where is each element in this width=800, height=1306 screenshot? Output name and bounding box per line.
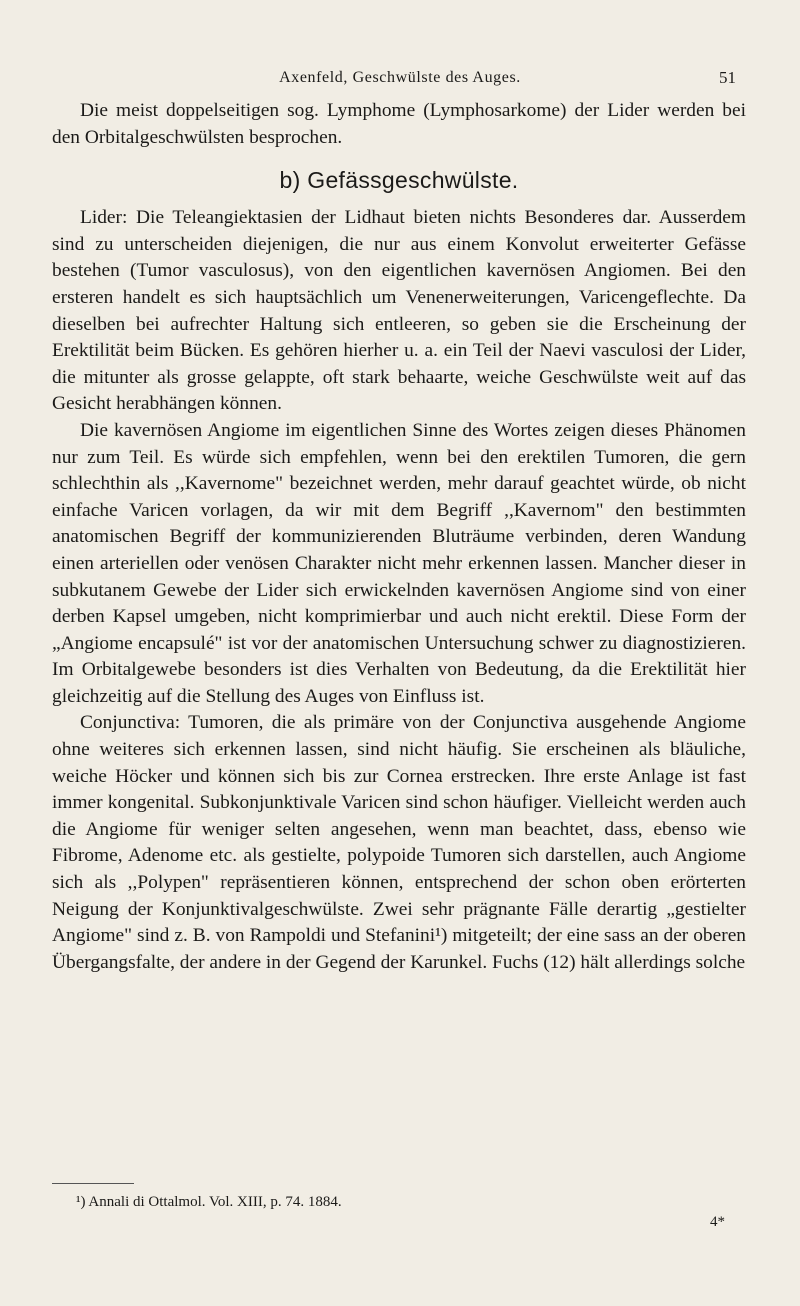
footnote: ¹) Annali di Ottalmol. Vol. XIII, p. 74. 1884. — [76, 1194, 342, 1210]
paragraph-lymphome: Die meist doppelseitigen sog. Lymphome (Lymphosarkome) der Lider werden bei den Orbitalgeschwülsten besprochen. — [52, 100, 746, 148]
signature-mark: 4* — [710, 1214, 725, 1230]
paragraph-lider: Lider: Die Teleangiektasien der Lidhaut bieten nichts Besonderes dar. Ausserdem sind zu unterscheiden diejenigen, die nur aus einem Konvolut erweiterter Gefässe bestehen (Tumor vasculosus), von den eigentlichen kavernösen Angiomen. Bei den ersteren handelt es sich hauptsächlich um Venenerweiterungen, Varicengeflechte. Da dieselben bei aufrechter Haltung sich entleeren, so geben sie die Erscheinung der Erektilität beim Bücken. Es gehören hierher u. a. ein Teil der Naevi vasculosi der Lider, die mitunter als grosse gelappte, oft stark behaarte, weiche Geschwülste weit auf das Gesicht herabhängen können. — [52, 207, 746, 415]
paragraph-kavernoese-angiome: Die kavernösen Angiome im eigentlichen Sinne des Wortes zeigen dieses Phänomen nur zum Teil. Es würde sich empfehlen, wenn bei den erektilen Tumoren, die gern schlechthin als ,,Kavernome" bezeichnet werden, mehr darauf geachtet würde, ob nicht einfache Varicen vorlagen, da wir mit dem Begriff ,,Kavernom" den bestimmten anatomischen Begriff der kommunizierenden Bluträume verbinden, deren Wandung einen arteriellen oder venösen Charakter nicht mehr erkennen lassen. Mancher dieser in subkutanem Gewebe der Lider sich erwickelnden kavernösen Angiome sind von einer derben Kapsel umgeben, nicht komprimierbar und auch nicht erektil. Diese Form der „Angiome encapsulé" ist vor der anatomischen Untersuchung schwer zu diagnostizieren. Im Orbitalgewebe besonders ist dies Verhalten von Bedeutung, da die Erektilität hier gleichzeitig auf die Stellung des Auges von Einfluss ist. — [52, 419, 746, 707]
running-title: Axenfeld, Geschwülste des Auges. — [279, 69, 521, 86]
section-heading: b) Gefässgeschwülste. — [279, 167, 519, 194]
body-text — [52, 98, 746, 976]
paragraph-conjunctiva: Conjunctiva: Tumoren, die als primäre von der Conjunctiva ausgehende Angiome ohne weiteres sich erkennen lassen, sind nicht häufig. Sie erscheinen als bläuliche, weiche Höcker und können sich bis zur Cornea erstrecken. Ihre erste Anlage ist fast immer kongenital. Subkonjunktivale Varicen sind schon häufiger. Vielleicht werden auch die Angiome für weniger selten angesehen, wenn man beachtet, dass, ebenso wie Fibrome, Adenome etc. als gestielte, polypoide Tumoren sich darstellen, auch Angiome sich als ,,Polypen" repräsentieren können, entsprechend der schon oben erörterten Neigung der Konjunktivalgeschwülste. Zwei sehr prägnante Fälle derartig „gestielter Angiome" sind z. B. von Rampoldi und Stefanini¹) mitgeteilt; der eine sass an der oberen Übergangsfalte, der andere in der Gegend der Karunkel. Fuchs (12) hält allerdings solche — [52, 712, 746, 973]
page-number: 51 — [719, 68, 736, 87]
footnote-rule — [52, 1183, 134, 1184]
running-header — [0, 66, 800, 90]
